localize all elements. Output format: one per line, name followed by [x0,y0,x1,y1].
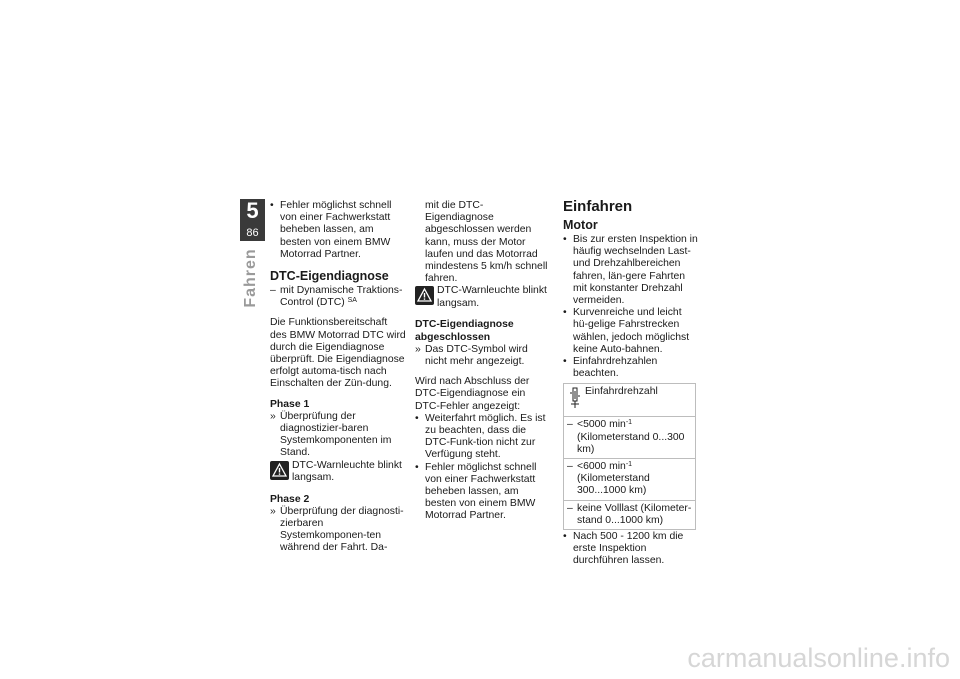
phase-1-title: Phase 1 [270,398,310,410]
special-equipment-mark: SA [347,297,357,305]
phase-2-title: Phase 2 [270,493,310,505]
warning-text: DTC-Warnleuchte blinkt langsam. [292,459,402,483]
tachometer-icon [569,387,581,409]
table-header-cell [564,384,696,417]
dtc-warning-light-icon [415,286,434,305]
table-header-text: Einfahrdrehzahl [585,386,658,398]
continuation-text: mit die DTC-Eigendiagnose abgeschlossen werden kann, muss der Motor laufen und das Motorrad mindestens 5 km/h schnell fahren. [425,200,548,285]
page-number: 86 [246,227,259,239]
dtc-warning-light-icon [270,461,289,480]
chapter-side-label: Fahren [242,248,259,308]
list-item: » Überprüfung der diagnostizier-baren Systemkomponenten im Stand. [270,411,406,460]
list-item: » Das DTC-Symbol wird nicht mehr angezeigt. [415,344,551,368]
list-item: • Fehler möglichst schnell von einer Fachwerkstatt beheben lassen, am besten von einem BMW Motorrad Partner. [270,200,406,261]
section-heading-done: DTC-Eigendiagnose abgeschlossen [415,319,514,343]
column-3 [563,198,699,568]
list-item: • Bis zur ersten Inspektion in häufig wechselnden Last- und Drehzahlbereichen fahren, län-gere Fahrten mit konstanter Drehzahl vermeiden. [563,234,699,307]
chapter-tab [240,199,265,241]
warning-note [415,285,551,311]
table-row: – <6000 $\min^{-1}$ (Kilometerstand 300...1000 km) [564,459,696,501]
list-item: • Nach 500 - 1200 km die erste Inspektion durchführen lassen. [563,531,699,568]
watermark: carmanualsonline.info [687,643,950,673]
column-1 [270,200,406,555]
table-row: – <5000 $\min^{-1}$ (Kilometerstand 0...300 km) [564,417,696,459]
section-heading-dtc: DTC-Eigendiagnose [270,269,389,284]
paragraph: Wird nach Abschluss der DTC-Eigendiagnose ein DTC-Fehler angezeigt: [415,376,530,412]
column-2 [415,200,551,523]
sub-heading: Motor [563,218,598,232]
paragraph: Die Funktionsbereitschaft des BMW Motorrad DTC wird durch die Eigendiagnose überprüft. Die Eigendiagnose erfolgt automa-tisch nach Einschalten der Zün-dung. [270,317,406,390]
list-item: • Einfahrdrehzahlen beachten. [563,356,699,380]
list-item: • Kurvenreiche und leicht hü-gelige Fahrstrecken wählen, jedoch möglichst keine Auto-bahnen. [563,307,699,356]
equipment-item: – mit Dynamische Traktions-Control (DTC) $^{SA}$ [270,285,406,309]
warning-note [270,460,406,486]
list-item: • Fehler möglichst schnell von einer Fachwerkstatt beheben lassen, am besten von einem BMW Motorrad Partner. [415,462,551,523]
list-item: » Überprüfung der diagnosti-zierbaren Systemkomponen-ten während der Fahrt. Da- [270,506,406,555]
list-item: • Weiterfahrt möglich. Es ist zu beachten, dass die DTC-Funk-tion nicht zur Verfügung steht. [415,413,551,462]
table-row: – keine Volllast (Kilometer-stand 0...1000 km) [564,500,696,529]
chapter-heading: Einfahren [563,198,633,215]
warning-text: DTC-Warnleuchte blinkt langsam. [437,285,547,309]
chapter-number: 5 [246,198,259,223]
break-in-table [563,383,696,530]
